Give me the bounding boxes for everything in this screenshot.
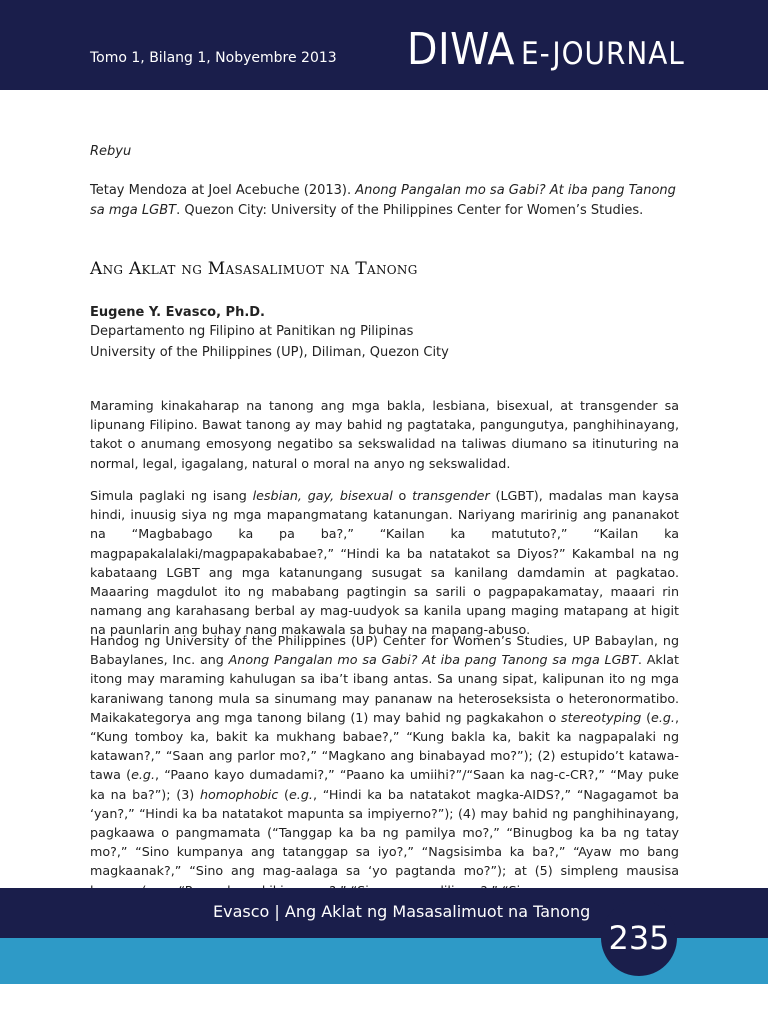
p2-transgender: transgender (412, 488, 490, 503)
running-head: Evasco | Ang Aklat ng Masasalimuot na Tanong (213, 902, 591, 921)
citation-title: Anong Pangalan mo sa Gabi? At iba pang Tanong sa mga LGBT (90, 183, 676, 218)
article-title: Ang Aklat ng Masasalimuot na Tanong (90, 259, 418, 279)
p3-eg-2: e.g. (131, 767, 155, 783)
p3-text-a: Handog ng University of the Philippines (UP) Center for Women’s Studies, UP Babaylan, ng Babaylanes, Inc. ang (90, 633, 679, 668)
body-paragraph-3 (90, 631, 679, 900)
p3-eg-1: e.g. (651, 709, 675, 725)
p2-o: o (392, 488, 413, 503)
affiliation-university: University of the Philippines (UP), Diliman, Quezon City (90, 345, 449, 360)
citation-period: . (176, 203, 181, 218)
body-paragraph-1: Maraming kinakaharap na tanong ang mga bakla, lesbiana, bisexual, at transgender sa lipunang Filipino. Bawat tanong ay may bahid ng pagtataka, pangungutya, panghihinayang, takot o anumang emosyong negatibo sa sekswalidad na taliwas diumano sa itinuturing na normal, legal, igagalang, natural o moral na anyo ng sekswalidad. (90, 398, 679, 471)
p3-stereotyping: stereotyping (561, 709, 642, 725)
p2-terms: lesbian, gay, bisexual (252, 488, 393, 503)
p3-text-g: , “Hindi ka ba natatakot magka-AIDS?,” “Nagagamot ba ‘yan?,” “Hindi ka ba natatakot mapunta sa impiyerno?”); (4) may bahid ng panghihinayang, pagkaawa o pangmamata (“Tanggap ka ba ng pamilya mo?,” “Binugbog ka ba ng tatay mo?,” “Sino kumpanya ang tatanggap sa iyo?,” “Nagsisimba ka ba?,” “Ayaw mo bang magkaanak?,” “Sino ang mag-aalaga sa ‘yo pagtanda mo?”); at (5) simpleng mausisa (90, 786, 679, 879)
p3-text-c: ( (641, 709, 652, 725)
issue-info: Tomo 1, Bilang 1, Nobyembre 2013 (90, 50, 337, 66)
citation-publisher: Quezon City: University of the Philippines Center for Women’s Studies. (184, 203, 644, 218)
page-number-badge (601, 900, 677, 976)
body-paragraph-2 (90, 486, 679, 640)
journal-header-bar (0, 0, 768, 90)
section-label: Rebyu (90, 144, 132, 159)
citation-authors: Tetay Mendoza at Joel Acebuche (2013). (90, 183, 352, 198)
affiliation-department: Departamento ng Filipino at Panitikan ng Pilipinas (90, 324, 414, 339)
journal-brand (407, 24, 685, 75)
page-number: 235 (608, 919, 670, 957)
author-affiliation (90, 321, 449, 363)
article-author: Eugene Y. Evasco, Ph.D. (90, 305, 265, 320)
p3-text-e: , “Paano kayo dumadami?,” “Paano ka umiihi?”/“Saan ka nag-c-CR?,” “May puke ka na ba?”); (3) (90, 767, 679, 802)
p3-book-title: Anong Pangalan mo sa Gabi? At iba pang Tanong sa mga LGBT (228, 652, 638, 668)
p3-text-f: ( (278, 786, 289, 802)
p2-text-b: (LGBT), madalas man kaysa hindi, inuusig siya ng mga mapangmatang katanungan. Nariyang maririnig ang pananakot na “Magbabago ka pa ba?,” “Kailan ka matututo?,” “Kailan ka magpapakalalaki/magpapakababae?,” “Hindi ka ba natatakot sa Diyos?” Kakambal na ng kabataang LGBT ang mga katanungang susugat sa kanilang damdamin at pagkatao. Maaaring magdulot ito ng mababang pagtingin sa sarili o pagpapakamatay, maaari rin namang ang karahasang berbal ay mag-uudyok sa kanila upang maging matapang at higit na paunlarin ang buhay nang makawala sa buhay na mapang-abuso. (90, 488, 679, 638)
p3-homophobic: homophobic (199, 786, 279, 802)
p3-text-d: , “Kung tomboy ka, bakit ka mukhang babae?,” “Kung bakla ka, bakit ka nagpapalaki ng katawan?,” “Saan ang parlor mo?,” “Magkano ang binabayad mo?”); (2) estupido’t katawa-tawa ( (90, 709, 679, 783)
brand-main: DIWA (407, 24, 515, 75)
book-citation (90, 181, 679, 221)
p2-text-a: Simula paglaki ng isang (90, 488, 253, 503)
brand-sub: E-JOURNAL (520, 36, 685, 72)
p3-eg-3: e.g. (289, 786, 313, 802)
p3-text-b: . Aklat itong may maraming kahulugan sa iba’t ibang antas. Sa unang sipat, kalipunan ito ng mga karaniwang tanong mula sa sinumang may pananaw na heteroseksista o heteronormatibo. Maikakategorya ang mga tanong bilang (1) may bahid ng pagkakahon o (90, 652, 679, 725)
